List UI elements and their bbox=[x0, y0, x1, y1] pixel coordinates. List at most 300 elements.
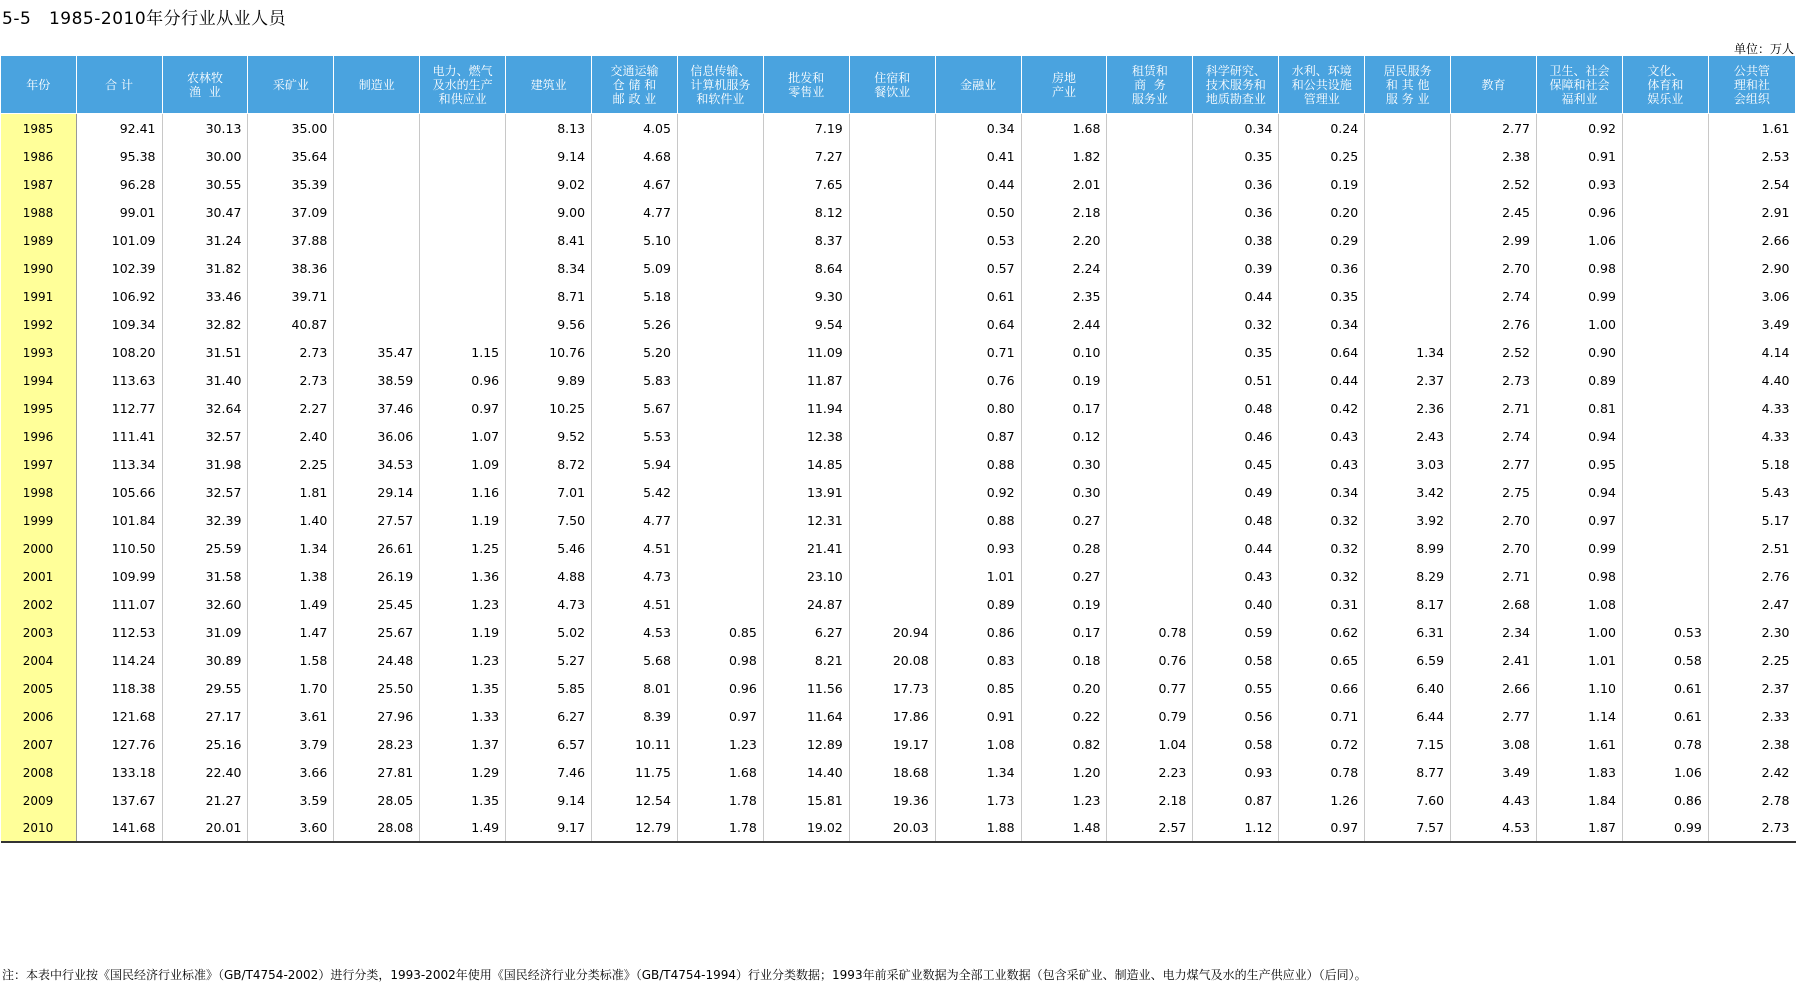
value-cell: 2.42 bbox=[1708, 758, 1795, 786]
value-cell: 3.79 bbox=[248, 730, 334, 758]
value-cell: 1.36 bbox=[420, 562, 506, 590]
value-cell: 32.82 bbox=[162, 310, 248, 338]
value-cell: 0.44 bbox=[1279, 366, 1365, 394]
table-row bbox=[1, 814, 1796, 842]
value-cell: 0.31 bbox=[1279, 590, 1365, 618]
value-cell: 2.54 bbox=[1708, 170, 1795, 198]
value-cell: 0.76 bbox=[935, 366, 1021, 394]
column-header: 金融业 bbox=[935, 56, 1021, 114]
value-cell bbox=[420, 282, 506, 310]
value-cell: 11.75 bbox=[592, 758, 678, 786]
value-cell: 22.40 bbox=[162, 758, 248, 786]
year-cell: 1990 bbox=[1, 254, 77, 282]
value-cell bbox=[1622, 170, 1708, 198]
value-cell: 0.43 bbox=[1279, 450, 1365, 478]
value-cell: 11.87 bbox=[763, 366, 849, 394]
value-cell: 5.42 bbox=[592, 478, 678, 506]
table-row bbox=[1, 618, 1796, 646]
value-cell: 5.26 bbox=[592, 310, 678, 338]
value-cell bbox=[1107, 534, 1193, 562]
value-cell: 19.02 bbox=[763, 814, 849, 842]
value-cell: 0.38 bbox=[1193, 226, 1279, 254]
value-cell: 2.44 bbox=[1021, 310, 1107, 338]
value-cell: 20.08 bbox=[849, 646, 935, 674]
value-cell: 2.71 bbox=[1451, 394, 1537, 422]
value-cell: 1.34 bbox=[248, 534, 334, 562]
value-cell bbox=[334, 170, 420, 198]
value-cell: 1.68 bbox=[677, 758, 763, 786]
value-cell: 0.77 bbox=[1107, 674, 1193, 702]
value-cell: 0.86 bbox=[1622, 786, 1708, 814]
value-cell: 7.50 bbox=[506, 506, 592, 534]
year-cell: 2000 bbox=[1, 534, 77, 562]
value-cell: 1.83 bbox=[1537, 758, 1623, 786]
value-cell: 25.16 bbox=[162, 730, 248, 758]
value-cell: 0.56 bbox=[1193, 702, 1279, 730]
value-cell bbox=[1622, 506, 1708, 534]
value-cell: 1.16 bbox=[420, 478, 506, 506]
value-cell: 25.67 bbox=[334, 618, 420, 646]
value-cell bbox=[420, 198, 506, 226]
value-cell: 0.85 bbox=[677, 618, 763, 646]
value-cell: 0.48 bbox=[1193, 506, 1279, 534]
value-cell bbox=[849, 450, 935, 478]
year-cell: 1994 bbox=[1, 366, 77, 394]
value-cell bbox=[1107, 282, 1193, 310]
value-cell: 5.67 bbox=[592, 394, 678, 422]
value-cell: 1.08 bbox=[935, 730, 1021, 758]
value-cell: 0.90 bbox=[1537, 338, 1623, 366]
year-cell: 1992 bbox=[1, 310, 77, 338]
year-cell: 1995 bbox=[1, 394, 77, 422]
value-cell bbox=[677, 198, 763, 226]
value-cell bbox=[849, 590, 935, 618]
value-cell: 0.20 bbox=[1279, 198, 1365, 226]
value-cell: 2.45 bbox=[1451, 198, 1537, 226]
value-cell bbox=[1107, 338, 1193, 366]
value-cell: 31.09 bbox=[162, 618, 248, 646]
value-cell: 3.06 bbox=[1708, 282, 1795, 310]
value-cell bbox=[1622, 422, 1708, 450]
value-cell: 0.81 bbox=[1537, 394, 1623, 422]
value-cell: 8.17 bbox=[1365, 590, 1451, 618]
value-cell: 0.36 bbox=[1193, 170, 1279, 198]
value-cell: 5.09 bbox=[592, 254, 678, 282]
value-cell: 1.48 bbox=[1021, 814, 1107, 842]
value-cell: 1.00 bbox=[1537, 618, 1623, 646]
value-cell: 0.59 bbox=[1193, 618, 1279, 646]
table-row bbox=[1, 702, 1796, 730]
table-row bbox=[1, 422, 1796, 450]
value-cell: 1.61 bbox=[1708, 114, 1795, 142]
value-cell: 0.34 bbox=[1193, 114, 1279, 142]
value-cell: 0.76 bbox=[1107, 646, 1193, 674]
table-row bbox=[1, 562, 1796, 590]
value-cell bbox=[1365, 254, 1451, 282]
value-cell: 2.76 bbox=[1451, 310, 1537, 338]
column-header: 房地 产业 bbox=[1021, 56, 1107, 114]
value-cell: 2.75 bbox=[1451, 478, 1537, 506]
employment-table bbox=[0, 55, 1796, 843]
value-cell: 0.71 bbox=[935, 338, 1021, 366]
value-cell: 0.97 bbox=[1537, 506, 1623, 534]
value-cell: 0.88 bbox=[935, 450, 1021, 478]
value-cell: 0.78 bbox=[1622, 730, 1708, 758]
value-cell bbox=[1622, 226, 1708, 254]
value-cell: 7.15 bbox=[1365, 730, 1451, 758]
value-cell: 1.68 bbox=[1021, 114, 1107, 142]
value-cell: 1.33 bbox=[420, 702, 506, 730]
value-cell: 0.18 bbox=[1021, 646, 1107, 674]
value-cell: 101.84 bbox=[76, 506, 162, 534]
year-cell: 2006 bbox=[1, 702, 77, 730]
value-cell: 4.51 bbox=[592, 534, 678, 562]
value-cell: 8.29 bbox=[1365, 562, 1451, 590]
value-cell bbox=[420, 310, 506, 338]
value-cell: 13.91 bbox=[763, 478, 849, 506]
value-cell: 1.47 bbox=[248, 618, 334, 646]
value-cell bbox=[1622, 282, 1708, 310]
value-cell: 0.36 bbox=[1279, 254, 1365, 282]
year-cell: 1991 bbox=[1, 282, 77, 310]
value-cell: 1.14 bbox=[1537, 702, 1623, 730]
value-cell: 32.57 bbox=[162, 478, 248, 506]
value-cell: 109.34 bbox=[76, 310, 162, 338]
column-header: 卫生、社会 保障和社会 福利业 bbox=[1537, 56, 1623, 114]
value-cell: 1.07 bbox=[420, 422, 506, 450]
value-cell: 0.34 bbox=[1279, 310, 1365, 338]
value-cell: 31.98 bbox=[162, 450, 248, 478]
value-cell: 3.59 bbox=[248, 786, 334, 814]
value-cell: 12.31 bbox=[763, 506, 849, 534]
column-header: 电力、燃气 及水的生产 和供应业 bbox=[420, 56, 506, 114]
value-cell: 6.27 bbox=[763, 618, 849, 646]
value-cell bbox=[334, 310, 420, 338]
value-cell: 5.53 bbox=[592, 422, 678, 450]
value-cell: 2.30 bbox=[1708, 618, 1795, 646]
value-cell: 0.88 bbox=[935, 506, 1021, 534]
column-header: 合 计 bbox=[76, 56, 162, 114]
value-cell bbox=[849, 142, 935, 170]
value-cell: 32.64 bbox=[162, 394, 248, 422]
value-cell: 6.57 bbox=[506, 730, 592, 758]
year-cell: 2005 bbox=[1, 674, 77, 702]
column-header: 采矿业 bbox=[248, 56, 334, 114]
value-cell: 137.67 bbox=[76, 786, 162, 814]
value-cell: 2.70 bbox=[1451, 254, 1537, 282]
value-cell: 2.38 bbox=[1708, 730, 1795, 758]
value-cell: 0.97 bbox=[1279, 814, 1365, 842]
value-cell: 0.64 bbox=[1279, 338, 1365, 366]
value-cell bbox=[677, 534, 763, 562]
table-row bbox=[1, 450, 1796, 478]
value-cell bbox=[1107, 450, 1193, 478]
value-cell: 0.79 bbox=[1107, 702, 1193, 730]
value-cell: 4.53 bbox=[1451, 814, 1537, 842]
value-cell: 5.02 bbox=[506, 618, 592, 646]
value-cell bbox=[1107, 506, 1193, 534]
value-cell: 1.78 bbox=[677, 786, 763, 814]
value-cell: 1.49 bbox=[248, 590, 334, 618]
value-cell: 0.53 bbox=[1622, 618, 1708, 646]
value-cell bbox=[677, 562, 763, 590]
value-cell: 28.05 bbox=[334, 786, 420, 814]
column-header: 住宿和 餐饮业 bbox=[849, 56, 935, 114]
value-cell: 9.54 bbox=[763, 310, 849, 338]
value-cell: 35.00 bbox=[248, 114, 334, 142]
value-cell: 0.32 bbox=[1279, 506, 1365, 534]
value-cell: 31.40 bbox=[162, 366, 248, 394]
value-cell: 0.42 bbox=[1279, 394, 1365, 422]
value-cell: 12.79 bbox=[592, 814, 678, 842]
value-cell: 1.49 bbox=[420, 814, 506, 842]
value-cell: 4.67 bbox=[592, 170, 678, 198]
value-cell: 0.64 bbox=[935, 310, 1021, 338]
value-cell: 3.92 bbox=[1365, 506, 1451, 534]
value-cell: 8.41 bbox=[506, 226, 592, 254]
value-cell: 112.77 bbox=[76, 394, 162, 422]
value-cell: 3.49 bbox=[1451, 758, 1537, 786]
value-cell: 2.25 bbox=[1708, 646, 1795, 674]
value-cell bbox=[1622, 366, 1708, 394]
value-cell: 4.77 bbox=[592, 198, 678, 226]
value-cell: 1.26 bbox=[1279, 786, 1365, 814]
value-cell: 20.03 bbox=[849, 814, 935, 842]
value-cell: 110.50 bbox=[76, 534, 162, 562]
value-cell: 15.81 bbox=[763, 786, 849, 814]
value-cell bbox=[420, 226, 506, 254]
value-cell: 10.76 bbox=[506, 338, 592, 366]
value-cell: 3.66 bbox=[248, 758, 334, 786]
value-cell: 3.61 bbox=[248, 702, 334, 730]
value-cell: 5.20 bbox=[592, 338, 678, 366]
value-cell: 7.27 bbox=[763, 142, 849, 170]
value-cell: 4.53 bbox=[592, 618, 678, 646]
value-cell: 7.60 bbox=[1365, 786, 1451, 814]
value-cell: 28.23 bbox=[334, 730, 420, 758]
value-cell: 8.39 bbox=[592, 702, 678, 730]
value-cell: 0.87 bbox=[1193, 786, 1279, 814]
value-cell: 0.55 bbox=[1193, 674, 1279, 702]
value-cell bbox=[1622, 114, 1708, 142]
footnote: 注：本表中行业按《国民经济行业标准》（GB/T4754-2002）进行分类，1993-2002年使用《国民经济行业分类标准》（GB/T4754-1994）行业分类数据；1993年前采矿业数据为全部工业数据（包含采矿业、制造业、电力煤气及水的生产供应业）（后同）。 bbox=[2, 968, 1367, 982]
value-cell: 32.60 bbox=[162, 590, 248, 618]
value-cell bbox=[1622, 310, 1708, 338]
value-cell bbox=[1365, 282, 1451, 310]
value-cell bbox=[677, 142, 763, 170]
value-cell: 27.17 bbox=[162, 702, 248, 730]
value-cell bbox=[1107, 366, 1193, 394]
value-cell: 8.77 bbox=[1365, 758, 1451, 786]
table-row bbox=[1, 394, 1796, 422]
value-cell: 2.18 bbox=[1107, 786, 1193, 814]
value-cell bbox=[849, 422, 935, 450]
value-cell: 0.44 bbox=[935, 170, 1021, 198]
value-cell bbox=[1622, 254, 1708, 282]
value-cell: 30.89 bbox=[162, 646, 248, 674]
value-cell: 6.27 bbox=[506, 702, 592, 730]
value-cell: 1.10 bbox=[1537, 674, 1623, 702]
value-cell bbox=[1622, 198, 1708, 226]
value-cell: 1.84 bbox=[1537, 786, 1623, 814]
value-cell: 9.02 bbox=[506, 170, 592, 198]
value-cell: 2.57 bbox=[1107, 814, 1193, 842]
value-cell: 4.33 bbox=[1708, 422, 1795, 450]
value-cell bbox=[334, 114, 420, 142]
value-cell: 9.52 bbox=[506, 422, 592, 450]
value-cell: 11.56 bbox=[763, 674, 849, 702]
value-cell: 20.94 bbox=[849, 618, 935, 646]
value-cell: 32.57 bbox=[162, 422, 248, 450]
value-cell bbox=[849, 366, 935, 394]
value-cell: 2.35 bbox=[1021, 282, 1107, 310]
table-row bbox=[1, 590, 1796, 618]
value-cell: 0.96 bbox=[1537, 198, 1623, 226]
value-cell: 0.45 bbox=[1193, 450, 1279, 478]
value-cell bbox=[849, 338, 935, 366]
value-cell bbox=[1622, 394, 1708, 422]
value-cell bbox=[677, 310, 763, 338]
value-cell: 9.89 bbox=[506, 366, 592, 394]
value-cell: 0.97 bbox=[420, 394, 506, 422]
value-cell: 2.36 bbox=[1365, 394, 1451, 422]
value-cell: 7.19 bbox=[763, 114, 849, 142]
value-cell: 2.52 bbox=[1451, 170, 1537, 198]
value-cell: 29.55 bbox=[162, 674, 248, 702]
year-cell: 1989 bbox=[1, 226, 77, 254]
value-cell: 113.34 bbox=[76, 450, 162, 478]
value-cell: 9.17 bbox=[506, 814, 592, 842]
column-header: 文化、 体育和 娱乐业 bbox=[1622, 56, 1708, 114]
value-cell: 0.32 bbox=[1279, 562, 1365, 590]
value-cell: 10.25 bbox=[506, 394, 592, 422]
value-cell bbox=[420, 254, 506, 282]
value-cell: 26.19 bbox=[334, 562, 420, 590]
value-cell: 2.76 bbox=[1708, 562, 1795, 590]
value-cell bbox=[420, 114, 506, 142]
value-cell: 0.58 bbox=[1193, 646, 1279, 674]
year-cell: 2008 bbox=[1, 758, 77, 786]
value-cell: 2.73 bbox=[248, 366, 334, 394]
value-cell: 18.68 bbox=[849, 758, 935, 786]
value-cell: 6.59 bbox=[1365, 646, 1451, 674]
value-cell: 35.39 bbox=[248, 170, 334, 198]
value-cell: 25.45 bbox=[334, 590, 420, 618]
value-cell: 8.99 bbox=[1365, 534, 1451, 562]
value-cell: 8.64 bbox=[763, 254, 849, 282]
value-cell bbox=[1365, 142, 1451, 170]
value-cell: 0.92 bbox=[935, 478, 1021, 506]
value-cell: 14.85 bbox=[763, 450, 849, 478]
value-cell: 0.17 bbox=[1021, 618, 1107, 646]
value-cell: 1.15 bbox=[420, 338, 506, 366]
value-cell: 31.24 bbox=[162, 226, 248, 254]
value-cell: 8.72 bbox=[506, 450, 592, 478]
value-cell: 0.71 bbox=[1279, 702, 1365, 730]
value-cell: 0.78 bbox=[1279, 758, 1365, 786]
value-cell: 0.99 bbox=[1622, 814, 1708, 842]
value-cell: 0.43 bbox=[1279, 422, 1365, 450]
value-cell: 20.01 bbox=[162, 814, 248, 842]
value-cell: 0.40 bbox=[1193, 590, 1279, 618]
value-cell: 6.40 bbox=[1365, 674, 1451, 702]
year-cell: 2007 bbox=[1, 730, 77, 758]
value-cell: 0.93 bbox=[935, 534, 1021, 562]
value-cell bbox=[677, 226, 763, 254]
value-cell: 6.44 bbox=[1365, 702, 1451, 730]
value-cell: 2.90 bbox=[1708, 254, 1795, 282]
value-cell: 0.46 bbox=[1193, 422, 1279, 450]
value-cell bbox=[1622, 590, 1708, 618]
value-cell bbox=[677, 422, 763, 450]
value-cell: 2.77 bbox=[1451, 114, 1537, 142]
table-row bbox=[1, 730, 1796, 758]
value-cell: 1.34 bbox=[935, 758, 1021, 786]
value-cell: 2.34 bbox=[1451, 618, 1537, 646]
table-row bbox=[1, 338, 1796, 366]
column-header: 信息传输、 计算机服务 和软件业 bbox=[677, 56, 763, 114]
value-cell: 21.41 bbox=[763, 534, 849, 562]
value-cell: 5.83 bbox=[592, 366, 678, 394]
value-cell: 3.49 bbox=[1708, 310, 1795, 338]
value-cell: 0.94 bbox=[1537, 422, 1623, 450]
value-cell bbox=[849, 254, 935, 282]
value-cell: 2.71 bbox=[1451, 562, 1537, 590]
value-cell: 0.20 bbox=[1021, 674, 1107, 702]
year-cell: 1993 bbox=[1, 338, 77, 366]
value-cell bbox=[1107, 422, 1193, 450]
value-cell: 2.41 bbox=[1451, 646, 1537, 674]
value-cell: 2.74 bbox=[1451, 282, 1537, 310]
value-cell: 8.01 bbox=[592, 674, 678, 702]
value-cell bbox=[334, 226, 420, 254]
value-cell: 36.06 bbox=[334, 422, 420, 450]
value-cell: 0.34 bbox=[935, 114, 1021, 142]
value-cell bbox=[1107, 254, 1193, 282]
value-cell: 0.25 bbox=[1279, 142, 1365, 170]
value-cell: 38.59 bbox=[334, 366, 420, 394]
value-cell: 2.73 bbox=[1451, 366, 1537, 394]
value-cell: 133.18 bbox=[76, 758, 162, 786]
value-cell: 95.38 bbox=[76, 142, 162, 170]
value-cell: 0.96 bbox=[677, 674, 763, 702]
value-cell: 0.53 bbox=[935, 226, 1021, 254]
value-cell: 1.23 bbox=[420, 590, 506, 618]
value-cell: 19.36 bbox=[849, 786, 935, 814]
value-cell bbox=[1622, 338, 1708, 366]
value-cell: 0.93 bbox=[1537, 170, 1623, 198]
value-cell: 2.99 bbox=[1451, 226, 1537, 254]
column-header: 居民服务 和 其 他 服 务 业 bbox=[1365, 56, 1451, 114]
value-cell: 4.40 bbox=[1708, 366, 1795, 394]
value-cell: 0.91 bbox=[1537, 142, 1623, 170]
value-cell: 5.85 bbox=[506, 674, 592, 702]
value-cell: 0.96 bbox=[420, 366, 506, 394]
unit-label: 单位：万人 bbox=[1733, 42, 1794, 56]
value-cell: 12.89 bbox=[763, 730, 849, 758]
year-cell: 2002 bbox=[1, 590, 77, 618]
value-cell: 0.82 bbox=[1021, 730, 1107, 758]
value-cell: 0.24 bbox=[1279, 114, 1365, 142]
value-cell: 1.06 bbox=[1622, 758, 1708, 786]
value-cell: 0.10 bbox=[1021, 338, 1107, 366]
table-row bbox=[1, 142, 1796, 170]
value-cell: 30.00 bbox=[162, 142, 248, 170]
value-cell: 11.09 bbox=[763, 338, 849, 366]
table-row bbox=[1, 170, 1796, 198]
value-cell: 0.57 bbox=[935, 254, 1021, 282]
column-header: 交通运输 仓 储 和 邮 政 业 bbox=[592, 56, 678, 114]
